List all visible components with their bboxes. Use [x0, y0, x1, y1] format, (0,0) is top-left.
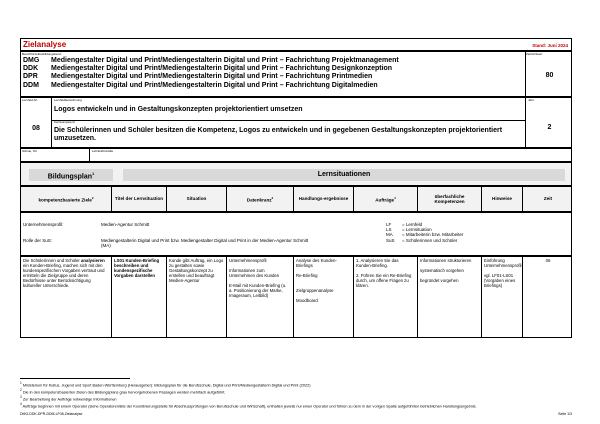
lernfeld-nr: 08 [32, 125, 40, 132]
footnotes [20, 381, 572, 408]
label-schule: Schule, Ort [22, 149, 38, 153]
kernkompetenz: Die Schülerinnen und Schüler besitzen die Kompetenz, Logos zu entwickeln und in gegebenen Gestaltungskonzepten projektorientiert umzusetzen. [54, 127, 503, 143]
col-zeit: Zeit [543, 196, 553, 202]
page-title: Zielanalyse [23, 40, 67, 49]
schule-block [20, 148, 572, 162]
cell-ergebnisse: Analyse des Kunden-Briefings Re-Briefing Zielgruppenanalyse Moodboard [294, 257, 354, 337]
lernfeld-bezeichnung: Logos entwickeln und in Gestaltungskonzepten projektorientiert umsetzen [54, 106, 303, 113]
cell-kompetenzen: Informationen strukturieren systematisch vorgehen begründet vorgehen [418, 257, 482, 337]
jahr-value: 2 [547, 124, 552, 131]
table-row [20, 256, 572, 338]
col-ergebnisse: Handlungs-ergebnisse [294, 187, 354, 211]
footnote: $^2$ Die in den kompetenzbasierten Zielen des Bildungsplans grau hervorgehobenen Passagen werden mehrfach aufgeführt. [20, 387, 226, 395]
col-auftraege: Aufträge$^4$ [354, 187, 418, 211]
stand-date: Stand: Juni 2024 [532, 43, 568, 48]
unternehmen-value: Medien-Agentur Schmitt [101, 222, 150, 227]
cell-auftraege: 1. Analysieren Sie das Kunden-Briefing. 2. Führen Sie ein Re-Briefing durch, um offene Fragen zu klären. [354, 257, 418, 337]
beruf-line-dmg: DMG Mediengestalter Digital und Print/Mediengestalterin Digital und Print – Fachrichtung Projektmanagement [23, 57, 399, 64]
cell-situation: Kunde gibt Auftrag, ein Logo zu gestalten sowie Gestaltungskonzept zu erstellen und beauftragt Medien-Agentur [167, 257, 227, 337]
label-lernfeld-nr: Lernfeld-Nr. [22, 98, 38, 102]
col-ziele: kompetenzbasierte Ziele$^2$ [21, 187, 112, 211]
footnote: $^3$ Zur Bearbeitung der Aufträge notwendige Informationen [20, 394, 117, 401]
label-lehrkraefte: Lehrkraft/-kräfte [92, 149, 114, 153]
section-lernsituationen: Lernsituationen [317, 171, 371, 178]
rolle-value: Mediengestalterin Digital und Print bzw. Mediengestalter Digital und Print in der Medien-Agentur Schmitt (MA) [101, 238, 309, 249]
label-jahr: Jahr [528, 98, 534, 102]
unternehmen-label: Unternehmensprofil: [23, 222, 64, 227]
col-kompetenzen: überfachliche Kompetenzen [418, 187, 482, 211]
beruf-block [20, 51, 572, 97]
berufe-list [23, 57, 523, 90]
cell-titel: LS01 Kunden-Briefing beschreiben und kundenspezifische Vorgaben darstellen [112, 257, 167, 337]
column-header-row [20, 186, 572, 212]
label-kernkompetenz: Kernkompetenz [54, 120, 76, 124]
title-bar [20, 38, 572, 51]
beruf-line-ddk: DDK Mediengestalter Digital und Print/Mediengestalterin Digital und Print – Fachrichtung Designkonzeption [23, 65, 393, 73]
col-titel: Titel der Lernsituation [112, 187, 167, 211]
label-beruf: Beruf/Kürzel [22, 52, 39, 56]
zeitrichtwert-value: 80 [545, 72, 554, 79]
cell-datenkranz: Unternehmensprofil Informationen zum Unternehmen des Kunden E-Mail mit Kunden-Briefing (u. a. Positionierung der Marke, Imageraum, Leitbild) [227, 257, 294, 337]
legend [386, 222, 566, 243]
cell-hinweise: Einführung Unternehmensprofil vgl. LF01-LS01 (Vorgaben eines Briefings) [482, 257, 523, 337]
legend-item: LS = Lernsituation [386, 227, 432, 233]
section-header [20, 162, 572, 186]
label-zeitrichtwert: Zeitrichtwert [526, 52, 543, 56]
beruf-line-dpr: DPR Mediengestalter Digital und Print/Mediengestalterin Digital und Print – Fachrichtung Printmedien [23, 73, 373, 81]
cell-ziele: Die Schülerinnen und Schüler analysieren ein Kunden-Briefing, machen sich mit den kundenspezifischen Vorgaben vertraut und ermitteln die Zielgruppe und deren Bedürfnisse unter Berücksichtigung kultureller Unterschiede. [21, 257, 112, 337]
footer-left: DMG-DDK-DPR-DDM-LF08-Zielanalyse [20, 412, 83, 416]
legend-item: LF = Lernfeld [386, 222, 423, 227]
col-hinweise: Hinweise [482, 187, 523, 211]
col-situation: Situation [167, 187, 227, 211]
label-ausbildungsberuf: Ausbildungsberuf [38, 52, 62, 56]
section-bildungsplan: Bildungsplan$^1$ [47, 171, 95, 181]
lernfeld-block [20, 97, 572, 148]
cell-zeit: 06 [545, 258, 551, 263]
info-row [20, 212, 572, 256]
footer-right: Seite 1/3 [558, 412, 572, 416]
label-lernfeld-bez: Lernfeldbezeichnung [54, 98, 82, 102]
footnote: $^4$ Aufträge beginnen mit einem Operator (siehe Operatorenliste der Koordinierungsstelle für Abschlussprüfungen von Berufsschule und Wirtschaft), enthalten jeweils nur einen Operator und führen zu dem in der vorigen Spalte aufgeführten betrieblichen Handlungsergebnis. [20, 401, 477, 408]
legend-item: SuS = Schülerinnen und Schüler [386, 237, 458, 243]
legend-item: MA = Mitarbeiterin bzw. Mitarbeiter [386, 232, 464, 238]
col-datenkranz: Datenkranz$^3$ [227, 187, 294, 211]
rolle-label: Rolle der SuS: [23, 238, 53, 243]
beruf-line-ddm: DDM Mediengestalter Digital und Print/Mediengestalterin Digital und Print – Fachrichtung Digitalmedien [23, 81, 378, 89]
footnote: $^1$ Ministerium für Kultus, Jugend und Sport Baden-Württemberg (Herausgeber): Bildungsplan für die Berufsschule, Digital und Print/Mediengestalterin Digital und Print (2022) [20, 381, 311, 388]
